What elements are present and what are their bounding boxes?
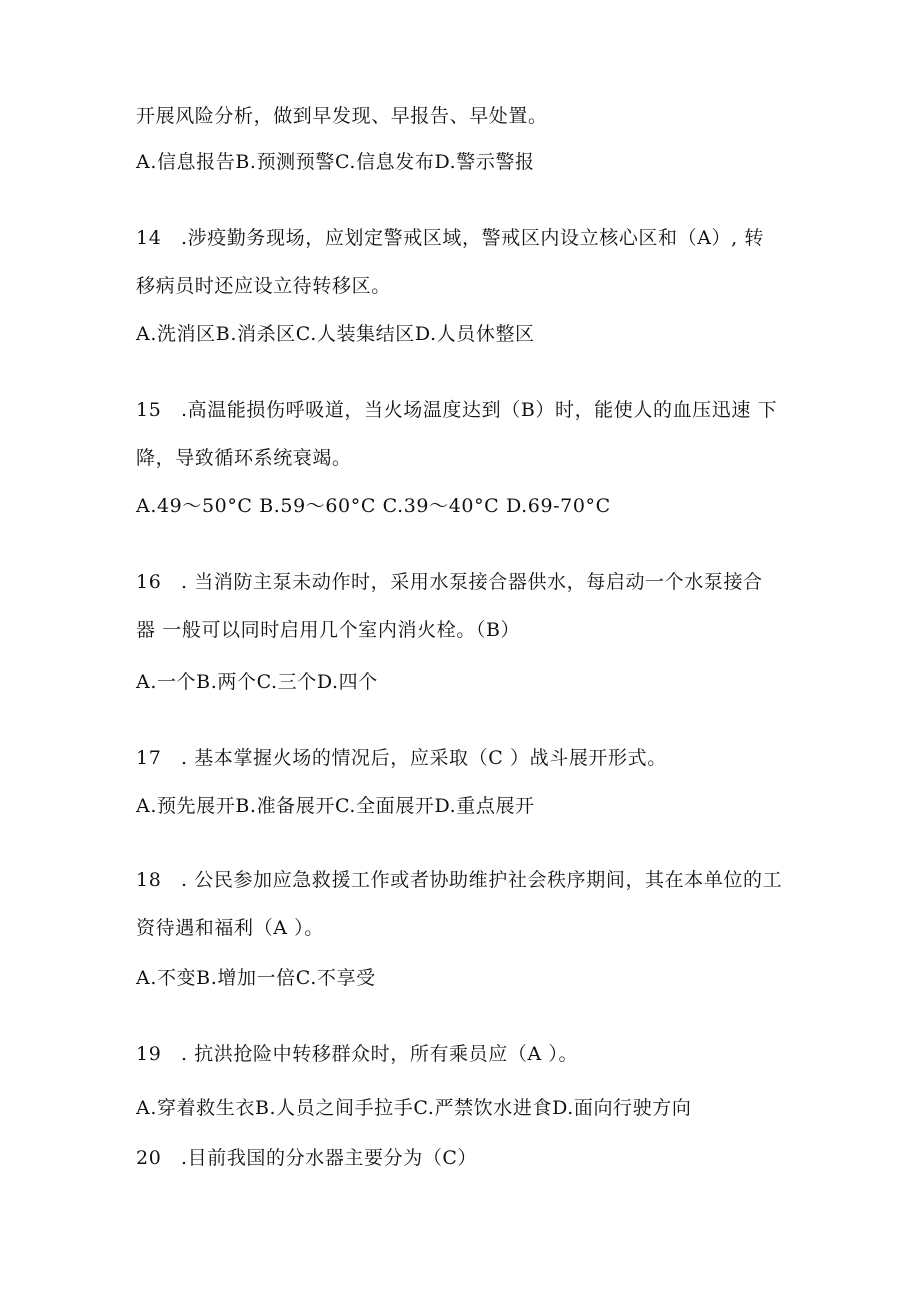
q14-options: A.洗消区B.消杀区C.人装集结区D.人员休整区	[136, 323, 535, 345]
q15-options: A.49～50°C B.59～60°C C.39～40°C D.69-70°C	[136, 495, 611, 517]
q20-text: 20 .目前我国的分水器主要分为（C）	[136, 1147, 478, 1169]
q14-text-line1: 14 .涉疫勤务现场，应划定警戒区域，警戒区内设立核心区和（A）, 转	[136, 227, 765, 249]
q14-text-line2: 移病员时还应设立待转移区。	[136, 275, 391, 297]
q13-options: A.信息报告B.预测预警C.信息发布D.警示警报	[136, 151, 535, 173]
q15-text-line1: 15 .高温能损伤呼吸道，当火场温度达到（B）时，能使人的血压迅速 下	[136, 399, 778, 421]
q16-options: A.一个B.两个C.三个D.四个	[136, 671, 378, 693]
q19-options: A.穿着救生衣B.人员之间手拉手C.严禁饮水进食D.面向行驶方向	[136, 1097, 692, 1119]
q13-text-continuation: 开展风险分析，做到早发现、早报告、早处置。	[136, 105, 548, 127]
q16-text-line2: 器 一般可以同时启用几个室内消火栓。（B）	[136, 619, 521, 641]
q17-text: 17 . 基本掌握火场的情况后，应采取（C ）战斗展开形式。	[136, 747, 667, 769]
q18-options: A.不变B.增加一倍C.不享受	[136, 967, 376, 989]
q15-text-line2: 降，导致循环系统衰竭。	[136, 447, 352, 469]
q19-text: 19 . 抗洪抢险中转移群众时，所有乘员应（A ）。	[136, 1043, 579, 1065]
q18-text-line2: 资待遇和福利（A ）。	[136, 917, 324, 939]
q16-text-line1: 16 . 当消防主泵未动作时，采用水泵接合器供水，每启动一个水泵接合	[136, 571, 763, 593]
q17-options: A.预先展开B.准备展开C.全面展开D.重点展开	[136, 795, 535, 817]
q18-text-line1: 18 . 公民参加应急救援工作或者协助维护社会秩序期间，其在本单位的工	[136, 869, 783, 891]
